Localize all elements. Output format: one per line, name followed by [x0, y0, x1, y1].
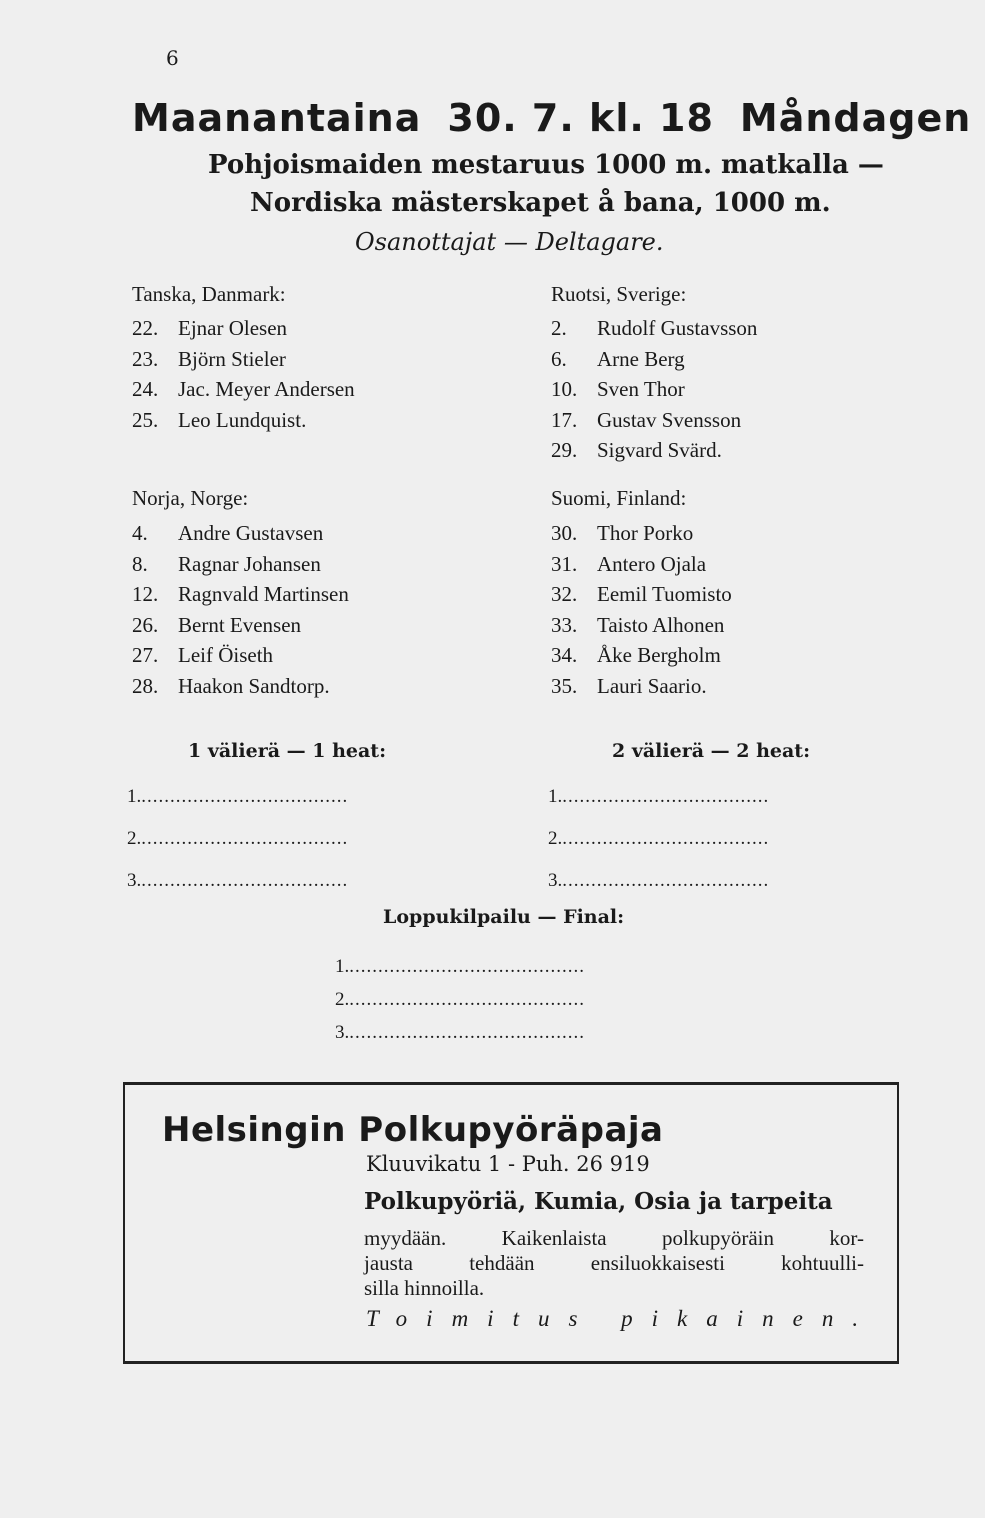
rider-row [551, 610, 732, 641]
ad-headline: Polkupyöriä, Kumia, Osia ja tarpeita [364, 1188, 833, 1215]
ad-body [364, 1226, 864, 1301]
rider-row [132, 518, 349, 549]
ad-body-line: silla hinnoilla. [364, 1276, 485, 1300]
rider-number: 35. [551, 673, 578, 698]
headline-fi-day: Maanantaina [132, 96, 422, 140]
rider-name: Lauri Saario. [597, 673, 707, 698]
result-line: 2.......................................... [335, 989, 585, 1010]
rider-number: 30. [551, 521, 578, 545]
rider-name: Ragnvald Martinsen [178, 582, 349, 606]
rider-number: 29. [551, 438, 578, 462]
rider-number: 34. [551, 643, 578, 667]
rider-row [551, 435, 757, 466]
page-number: 6 [166, 46, 179, 70]
team-label-sweden: Ruotsi, Sverige: [551, 282, 687, 306]
team-label-denmark: Tanska, Danmark: [132, 282, 286, 306]
rider-number: 25. [132, 407, 159, 432]
rider-number: 33. [551, 612, 578, 637]
rider-row [132, 579, 349, 610]
rider-row [132, 640, 349, 671]
rider-name: Björn Stieler [178, 346, 286, 371]
ad-signoff: Toimitus pikainen. [366, 1306, 878, 1331]
result-line: 3..................................... [548, 870, 770, 891]
rider-row [551, 405, 757, 436]
headline-date-time: 30. 7. kl. 18 [447, 96, 714, 140]
rider-number: 12. [132, 582, 159, 606]
heat1-title: 1 välierä — 1 heat: [188, 740, 387, 762]
rider-name: Antero Ojala [597, 551, 707, 576]
rider-name: Åke Bergholm [597, 643, 721, 667]
rider-name: Bernt Evensen [178, 612, 302, 637]
rider-row [132, 344, 355, 375]
heat2-title: 2 välierä — 2 heat: [612, 740, 811, 762]
result-line: 1..................................... [548, 786, 770, 807]
headline [132, 96, 971, 140]
team-list-sweden [551, 313, 757, 466]
rider-row [551, 374, 757, 405]
ad-body-line: jausta tehdään ensiluokkaisesti kohtuulli- [364, 1251, 864, 1275]
team-list-norway [132, 518, 349, 701]
result-line: 1..................................... [127, 786, 349, 807]
rider-name: Haakon Sandtorp. [178, 673, 330, 698]
rider-name: Sigvard Svärd. [597, 438, 722, 462]
rider-row [551, 344, 757, 375]
rider-name: Jac. Meyer Andersen [178, 377, 355, 401]
rider-number: 24. [132, 377, 159, 401]
ad-address: Kluuvikatu 1 - Puh. 26 919 [366, 1152, 650, 1176]
result-line: 2..................................... [127, 828, 349, 849]
team-list-finland [551, 518, 732, 701]
rider-row [551, 579, 732, 610]
ad-title: Helsingin Polkupyöräpaja [162, 1110, 664, 1150]
final-title: Loppukilpailu — Final: [383, 906, 625, 928]
rider-number: 23. [132, 346, 159, 371]
rider-number: 10. [551, 377, 578, 401]
rider-number: 6. [551, 346, 567, 371]
team-label-finland: Suomi, Finland: [551, 486, 687, 510]
rider-row [132, 405, 355, 436]
rider-number: 26. [132, 612, 159, 637]
headline-sv-day: Måndagen [739, 96, 972, 140]
rider-name: Thor Porko [597, 521, 694, 545]
rider-number: 22. [132, 316, 159, 340]
rider-name: Rudolf Gustavsson [597, 316, 758, 340]
rider-row [551, 518, 732, 549]
rider-name: Taisto Alhonen [597, 612, 725, 637]
rider-name: Andre Gustavsen [178, 521, 324, 545]
subtitle-swedish: Nordiska mästerskapet å bana, 1000 m. [250, 188, 831, 218]
result-line: 3..................................... [127, 870, 349, 891]
rider-number: 32. [551, 582, 578, 606]
rider-name: Leif Öiseth [178, 643, 274, 667]
rider-row [132, 610, 349, 641]
rider-name: Eemil Tuomisto [597, 582, 732, 606]
rider-row [132, 374, 355, 405]
heat1-results [127, 776, 348, 902]
rider-row [551, 313, 757, 344]
subtitle-finnish: Pohjoismaiden mestaruus 1000 m. matkalla — [208, 150, 884, 180]
final-results [335, 950, 585, 1049]
heat2-results [548, 776, 769, 902]
rider-number: 31. [551, 551, 578, 576]
rider-name: Sven Thor [597, 377, 685, 401]
participants-heading: Osanottajat — Deltagare. [355, 228, 664, 256]
team-list-denmark [132, 313, 355, 435]
rider-row [132, 313, 355, 344]
rider-row [551, 671, 732, 702]
rider-row [551, 549, 732, 580]
team-label-norway: Norja, Norge: [132, 486, 249, 510]
rider-number: 8. [132, 551, 148, 576]
rider-row [551, 640, 732, 671]
rider-name: Gustav Svensson [597, 407, 742, 432]
rider-name: Leo Lundquist. [178, 407, 307, 432]
ad-body-line: myydään. Kaikenlaista polkupyöräin kor- [364, 1226, 864, 1250]
rider-number: 17. [551, 407, 578, 432]
result-line: 3.......................................... [335, 1022, 585, 1043]
result-line: 1.......................................... [335, 956, 585, 977]
rider-row [132, 549, 349, 580]
rider-number: 27. [132, 643, 159, 667]
rider-number: 4. [132, 521, 148, 545]
rider-name: Ragnar Johansen [178, 551, 321, 576]
rider-name: Arne Berg [597, 346, 685, 371]
result-line: 2..................................... [548, 828, 770, 849]
rider-name: Ejnar Olesen [178, 316, 288, 340]
rider-number: 2. [551, 316, 567, 340]
rider-number: 28. [132, 673, 159, 698]
rider-row [132, 671, 349, 702]
